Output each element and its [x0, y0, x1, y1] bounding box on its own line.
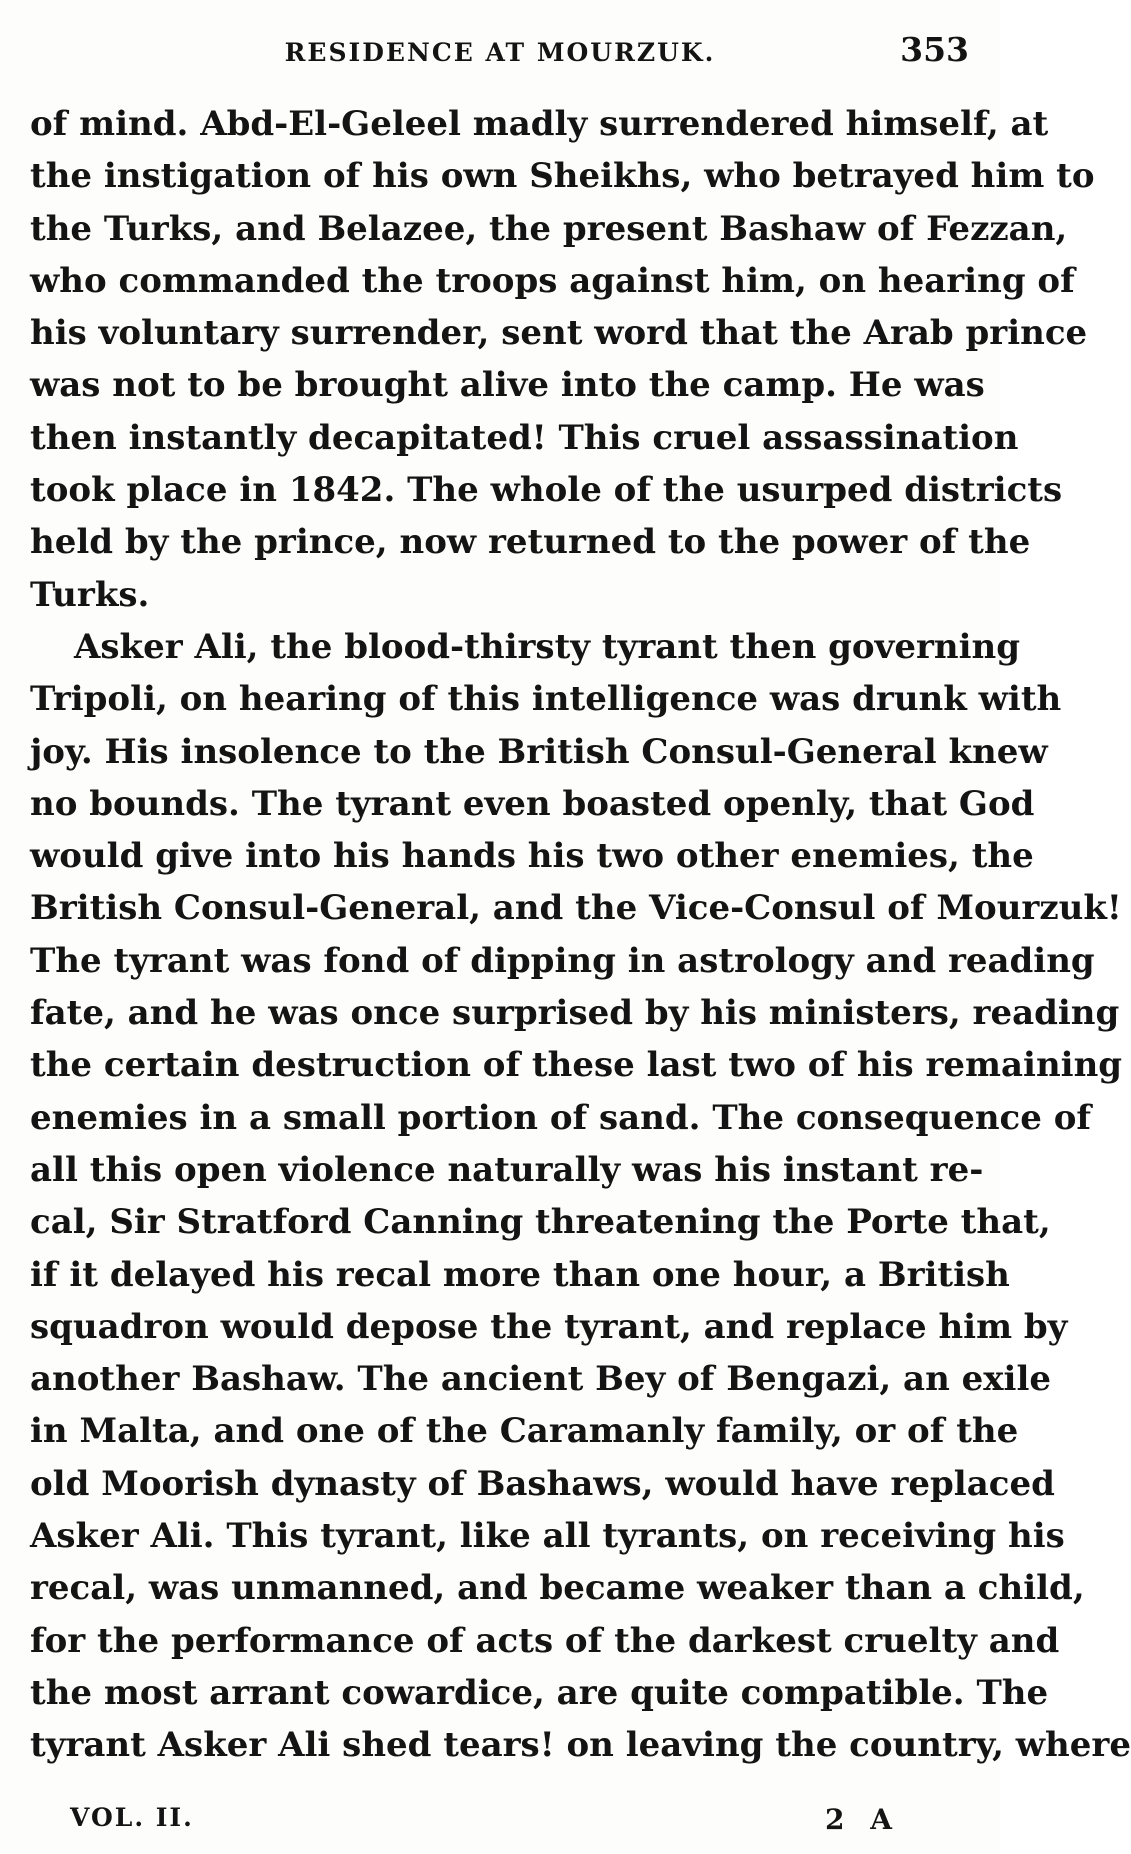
- text-line: recal, was unmanned, and became weaker than a child,: [30, 1568, 1085, 1609]
- text-line: in Malta, and one of the Caramanly family, or of the: [30, 1411, 1019, 1452]
- text-line: Asker Ali. This tyrant, like all tyrants, on receiving his: [30, 1516, 1065, 1557]
- text-line: the Turks, and Belazee, the present Bashaw of Fezzan,: [30, 208, 1068, 249]
- page-footer: [70, 1803, 900, 1843]
- text-line: another Bashaw. The ancient Bey of Bengazi, an exile: [30, 1359, 1052, 1400]
- text-line: Tripoli, on hearing of this intelligence was drunk with: [30, 679, 1062, 720]
- text-line: enemies in a small portion of sand. The consequence of: [30, 1097, 1092, 1138]
- text-line: the instigation of his own Sheikhs, who betrayed him to: [30, 156, 1095, 197]
- text-line: no bounds. The tyrant even boasted openly, that God: [30, 783, 1035, 824]
- text-line: was not to be brought alive into the camp. He was: [30, 365, 985, 406]
- text-line: fate, and he was once surprised by his ministers, reading: [30, 993, 1120, 1034]
- text-line: his voluntary surrender, sent word that the Arab prince: [30, 313, 1088, 354]
- text-line: cal, Sir Stratford Canning threatening the Porte that,: [30, 1202, 1051, 1243]
- text-line: all this open violence naturally was his instant re-: [30, 1149, 984, 1190]
- text-line: then instantly decapitated! This cruel assassination: [30, 417, 1019, 458]
- text-line: joy. His insolence to the British Consul-General knew: [30, 731, 1048, 772]
- text-line: would give into his hands his two other enemies, the: [30, 836, 1034, 877]
- text-line: squadron would depose the tyrant, and replace him by: [30, 1306, 1068, 1347]
- text-line: took place in 1842. The whole of the usurped districts: [30, 470, 1063, 511]
- text-line: British Consul-General, and the Vice-Consul of Mourzuk!: [30, 888, 1122, 929]
- page-header: [28, 28, 972, 80]
- text-line: if it delayed his recal more than one hour, a British: [30, 1254, 1010, 1295]
- text-line: tyrant Asker Ali shed tears! on leaving the country, where: [30, 1725, 1131, 1766]
- paragraph-start-line: Asker Ali, the blood-thirsty tyrant then governing: [74, 626, 1021, 667]
- page-number: 353: [900, 30, 969, 69]
- text-line: old Moorish dynasty of Bashaws, would have replaced: [30, 1463, 1055, 1504]
- text-line: held by the prince, now returned to the power of the: [30, 522, 1031, 563]
- volume-label: VOL. II.: [70, 1803, 194, 1832]
- text-line: who commanded the troops against him, on hearing of: [30, 260, 1075, 301]
- text-line: The tyrant was fond of dipping in astrology and reading: [30, 940, 1095, 981]
- text-line: the certain destruction of these last two of his remaining: [30, 1045, 1123, 1086]
- body-text: [30, 98, 1131, 1772]
- signature-mark: 2 A: [825, 1803, 900, 1836]
- paragraph-end-line: Turks.: [30, 574, 150, 615]
- text-line: for the performance of acts of the darkest cruelty and: [30, 1620, 1060, 1661]
- text-line: the most arrant cowardice, are quite compatible. The: [30, 1672, 1049, 1713]
- running-head: RESIDENCE AT MOURZUK.: [284, 38, 716, 67]
- text-line: of mind. Abd-El-Geleel madly surrendered himself, at: [30, 104, 1049, 144]
